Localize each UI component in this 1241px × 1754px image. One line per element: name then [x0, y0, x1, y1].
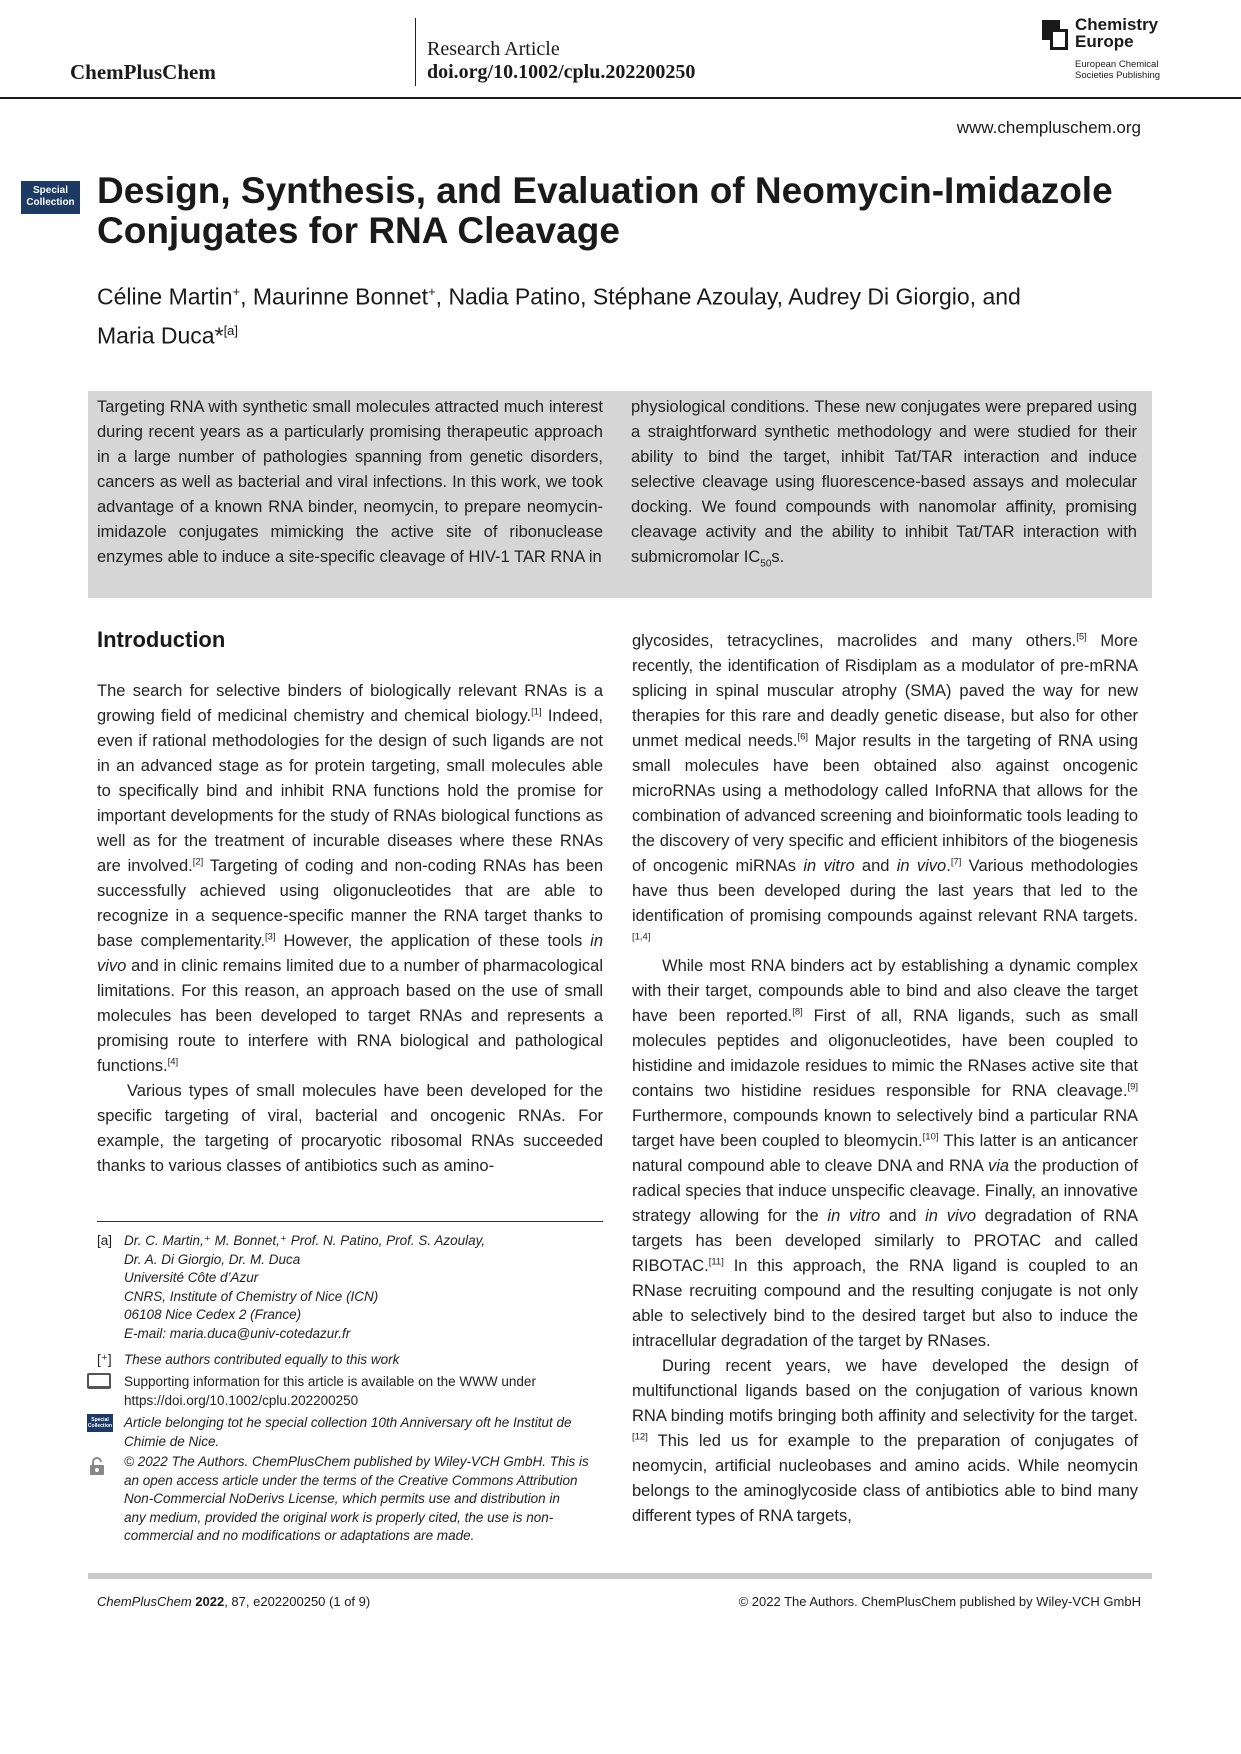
- special-collection-badge[interactable]: [21, 181, 80, 214]
- footer-rule: [88, 1573, 1152, 1579]
- footnote-rule: [97, 1221, 603, 1222]
- abstract-box: [88, 391, 1152, 598]
- section-heading: Introduction: [97, 627, 226, 652]
- journal-website-link[interactable]: www.chempluschem.org: [956, 118, 1141, 137]
- author-name: Maria Duca: [97, 322, 215, 349]
- affiliation-block: Dr. C. Martin,⁺ M. Bonnet,⁺ Prof. N. Patino, Prof. S. Azoulay, Dr. A. Di Giorgio, Dr. M. Duca Université Côte d’Azur CNRS, Institute of Chemistry of Nice (ICN) 06108 Nice Cedex 2 (France) E-mail: maria.duca@univ-cotedazur.fr: [124, 1233, 486, 1341]
- paragraph: During recent years, we have developed the design of multifunctional ligands based on the conjugation of various known RNA binding motifs bringing both affinity and selectivity for the target.[12] This led us for example to the preparation of conjugates of neomycin, artificial nucleobases and amino acids. While neomycin belongs to the aminoglycoside class of antibiotics able to bind many different types of RNA targets,: [632, 1357, 1138, 1525]
- abstract-left-column: Targeting RNA with synthetic small molecules attracted much interest during recent years as a particularly promising therapeutic approach in a large number of pathologies spanning from genetic disorders, cancers as well as bacterial and viral infections. In this work, we took advantage of a known RNA binder, neomycin, to prepare neomycin-imidazole conjugates mimicking the active site of ribonuclease enzymes able to induce a site-specific cleavage of HIV-1 TAR RNA in: [97, 398, 603, 566]
- logo-subtext-line1: European Chemical: [1075, 59, 1159, 70]
- citation[interactable]: [8]: [792, 1006, 803, 1018]
- body-left-column: [97, 679, 603, 1179]
- abstract-subscript: 50: [760, 558, 772, 570]
- article-title: Design, Synthesis, and Evaluation of Neomycin-Imidazole Conjugates for RNA Cleavage: [97, 170, 1113, 251]
- special-collection-icon: Special Collection: [87, 1414, 113, 1432]
- citation[interactable]: [7]: [950, 856, 962, 868]
- publisher-logo[interactable]: [1042, 16, 1172, 84]
- paragraph: While most RNA binders act by establishing a dynamic complex with their target, compounds able to bind and also cleave the target have been reported.[8] First of all, RNA ligands, such as small molecules peptides and oligonucleotides, have been coupled to histidine and imidazole residues to mimic the RNases active site that contains two histidine residues responsible for RNA cleavage.[9] Furthermore, compounds known to selectively bind a particular RNA target have been coupled to bleomycin.[10] This latter is an anticancer natural compound able to cleave DNA and RNA via the production of radical species that induce unspecific cleavage. Finally, an innovative strategy allowing for the in vitro and in vivo degradation of RNA targets has been developed similarly to PROTAC and called RIBOTAC.[11] In this approach, the RNA ligand is coupled to an RNase recruiting compound and the resulting conjugate is not only able to selectively bind to the desired target but also to induce the intracellular degradation of the target by RNases.: [632, 957, 1139, 1350]
- author-list: Céline Martin+, Maurinne Bonnet+, Nadia Patino, Stéphane Azoulay, Audrey Di Giorgio, and Maria Duca*[a]: [97, 283, 1021, 349]
- author-names: Nadia Patino, Stéphane Azoulay, Audrey Di Giorgio, and: [448, 283, 1021, 310]
- affiliation-label: [a]: [97, 1233, 113, 1248]
- equal-contribution-note: These authors contributed equally to this work: [124, 1352, 400, 1367]
- logo-subtext-line2: Societies Publishing: [1075, 70, 1161, 81]
- abstract-text-end: s.: [771, 548, 785, 566]
- collection-note: Article belonging tot he special collection 10th Anniversary oft he Institut de Chimie de Nice.: [124, 1415, 572, 1449]
- badge-line2: Collection: [26, 197, 75, 208]
- citation[interactable]: [9]: [1127, 1081, 1138, 1093]
- license-note: © 2022 The Authors. ChemPlusChem published by Wiley-VCH GmbH. This is an open access article under the terms of the Creative Commons Attribution Non-Commercial NoDerivs License, which permits use and distribution in any medium, provided the original work is properly cited, the use is non- commercial and no modifications or adaptations are made.: [124, 1454, 589, 1543]
- supporting-info-link[interactable]: https://doi.org/10.1002/cplu.202200250: [124, 1392, 359, 1408]
- citation[interactable]: [4]: [167, 1056, 179, 1068]
- header-rule: [0, 97, 1241, 99]
- email-link[interactable]: E-mail: maria.duca@univ-cotedazur.fr: [124, 1325, 351, 1341]
- paragraph: The search for selective binders of biologically relevant RNAs is a growing field of medicinal chemistry and chemical biology.[1] Indeed, even if rational methodologies for the design of such ligands are not in an advanced stage as for protein targeting, small molecules able to specifically bind and inhibit RNA functions hold the promise for important developments for the study of RNAs biological functions as well as for the treatment of incurable diseases where these RNAs are involved.[2] Targeting of coding and non-coding RNAs has been successfully achieved using oligonucleotides that are able to recognize in a sequence-specific manner the RNA target thanks to base complementarity.[3] However, the application of these tools in vivo and in clinic remains limited due to a number of pharmacological limitations. For this reason, an approach based on the use of small molecules has been developed to target RNAs and represents a promising route to interfere with RNA biological and pathological functions.[4]: [97, 682, 603, 1075]
- citation-footer: ChemPlusChem 2022, 87, e202200250 (1 of 9): [97, 1594, 371, 1609]
- corresponding-mark: *: [214, 322, 224, 349]
- badge-line1: Special: [32, 185, 69, 196]
- open-access-lock-icon: [87, 1456, 113, 1474]
- citation[interactable]: [1]: [531, 706, 542, 718]
- citation[interactable]: [3]: [265, 931, 276, 943]
- doi-link[interactable]: doi.org/10.1002/cplu.202200250: [427, 61, 696, 83]
- abstract-right-column: [631, 395, 1137, 576]
- logo-text-line1: Chemistry: [1075, 15, 1159, 34]
- article-type: Research Article: [427, 38, 560, 60]
- citation[interactable]: [12]: [632, 1431, 648, 1443]
- header-divider: [415, 18, 416, 86]
- equal-contribution-mark: +: [428, 284, 436, 299]
- citation[interactable]: [6]: [797, 731, 809, 743]
- equal-contribution-mark: +: [232, 284, 241, 299]
- supporting-info-note: Supporting information for this article is available on the WWW under https://doi.org/10.1002/cplu.202200250: [124, 1374, 536, 1408]
- citation[interactable]: [10]: [922, 1131, 939, 1143]
- author-name: Maurinne Bonnet: [252, 283, 429, 310]
- paragraph: glycosides, tetracyclines, macrolides and many others.[5] More recently, the identification of Risdiplam as a modulator of pre-mRNA splicing in spinal muscular atrophy (SMA) paved the way for new therapies for this rare and deadly genetic disease, but also for other unmet medical needs.[6] Major results in the targeting of RNA using small molecules have been obtained also against oncogenic microRNAs using a methodology called InfoRNA that allows for the combination of advanced screening and bioinformatic tools leading to the discovery of very specific and efficient inhibitors of the biogenesis of oncogenic miRNAs in vitro and in vivo.[7] Various methodologies have thus been developed during the last years that led to the identification of promising compounds against relevant RNA targets.[1,4]: [632, 631, 1138, 943]
- journal-name: ChemPlusChem: [70, 60, 216, 84]
- author-name: Céline Martin: [97, 283, 233, 310]
- abstract-text: physiological conditions. These new conjugates were prepared using a straightforward synthetic methodology and were studied for their ability to bind the target, inhibit Tat/TAR interaction and induce selective cleavage using fluorescence-based assays and molecular docking. We found compounds with nanomolar affinity, promising cleavage activity and the ability to inhibit Tat/TAR interaction with submicromolar IC: [631, 398, 1137, 566]
- supporting-info-icon: [87, 1373, 113, 1391]
- affiliation-mark: [a]: [223, 322, 239, 338]
- citation[interactable]: [1,4]: [632, 931, 651, 943]
- equal-contribution-label: [⁺]: [97, 1352, 112, 1367]
- citation[interactable]: [5]: [1076, 631, 1087, 643]
- copyright-footer: © 2022 The Authors. ChemPlusChem published by Wiley-VCH GmbH: [738, 1594, 1141, 1609]
- citation[interactable]: [2]: [192, 856, 204, 868]
- body-right-column: [632, 629, 1138, 1529]
- publisher-logo-icon: [1042, 20, 1068, 50]
- citation[interactable]: [11]: [708, 1256, 724, 1268]
- logo-text-line2: Europe: [1075, 32, 1134, 51]
- paragraph: Various types of small molecules have been developed for the specific targeting of viral, bacterial and oncogenic RNAs. For example, the targeting of procaryotic ribosomal RNAs succeeded thanks to various classes of antibiotics such as amino-: [97, 1082, 603, 1175]
